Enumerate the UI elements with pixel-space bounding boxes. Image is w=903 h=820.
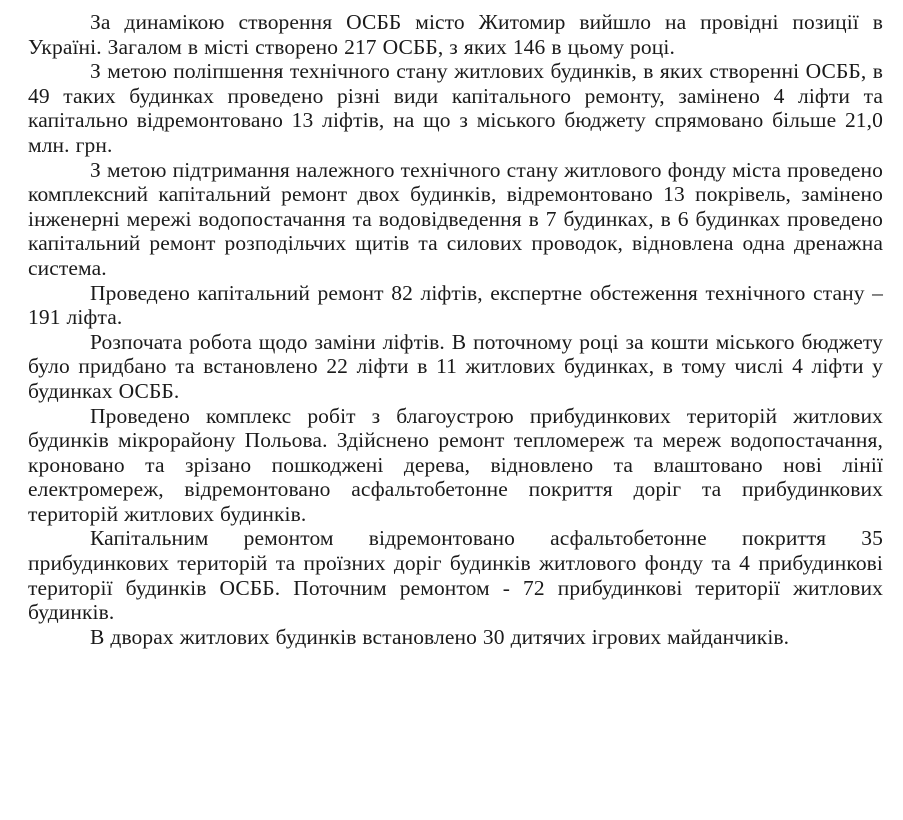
paragraph-osbb-repairs: З метою поліпшення технічного стану житлових будинків, в яких створенні ОСББ, в 49 таких будинках проведено різні види капітального ремонту, замінено 4 ліфти та капітально відремонтовано 13 ліфтів, на що з міського бюджету спрямовано більше 21,0 млн. грн. xyxy=(28,59,883,157)
paragraph-asphalt-repairs: Капітальним ремонтом відремонтовано асфальтобетонне покриття 35 прибудинкових територій та проїзних доріг будинків житлового фонду та 4 прибудинкові території будинків ОСББ. Поточним ремонтом - 72 прибудинкові території житлових будинків. xyxy=(28,526,883,625)
paragraph-playgrounds: В дворах житлових будинків встановлено 30 дитячих ігрових майданчиків. xyxy=(90,624,790,649)
paragraph-polova-improvement: Проведено комплекс робіт з благоустрою прибудинкових територій житлових будинків мікрорайону Польова. Здійснено ремонт тепломереж та мереж водопостачання, кроновано та зрізано пошкоджені дерева, відновлено та влаштовано нові лінії електромереж, відремонтовано асфальтобетонне покриття доріг та прибудинкових територій житлових будинків. xyxy=(28,403,883,526)
paragraph-housing-fund-repairs: З метою підтримання належного технічного стану житлового фонду міста проведено комплексний капітальний ремонт двох будинків, відремонтовано 13 покрівель, замінено інженерні мережі водопостачання та водовідведення в 7 будинках, в 6 будинках проведено капітальний ремонт розподільчих щитів та силових проводок, відновлена одна дренажна система. xyxy=(28,157,883,280)
paragraph-osbb-creation: За динамікою створення ОСББ місто Житомир вийшло на провідні позиції в Україні. Загалом в місті створено 217 ОСББ, з яких 146 в цьому році. xyxy=(28,10,883,59)
paragraph-elevator-replacement: Розпочата робота щодо заміни ліфтів. В поточному році за кошти міського бюджету було придбано та встановлено 22 ліфти в 11 житлових будинках, в тому числі 4 ліфти у будинках ОСББ. xyxy=(28,329,883,403)
paragraph-elevator-repairs: Проведено капітальний ремонт 82 ліфтів, експертне обстеження технічного стану – 191 ліфта. xyxy=(28,280,883,330)
